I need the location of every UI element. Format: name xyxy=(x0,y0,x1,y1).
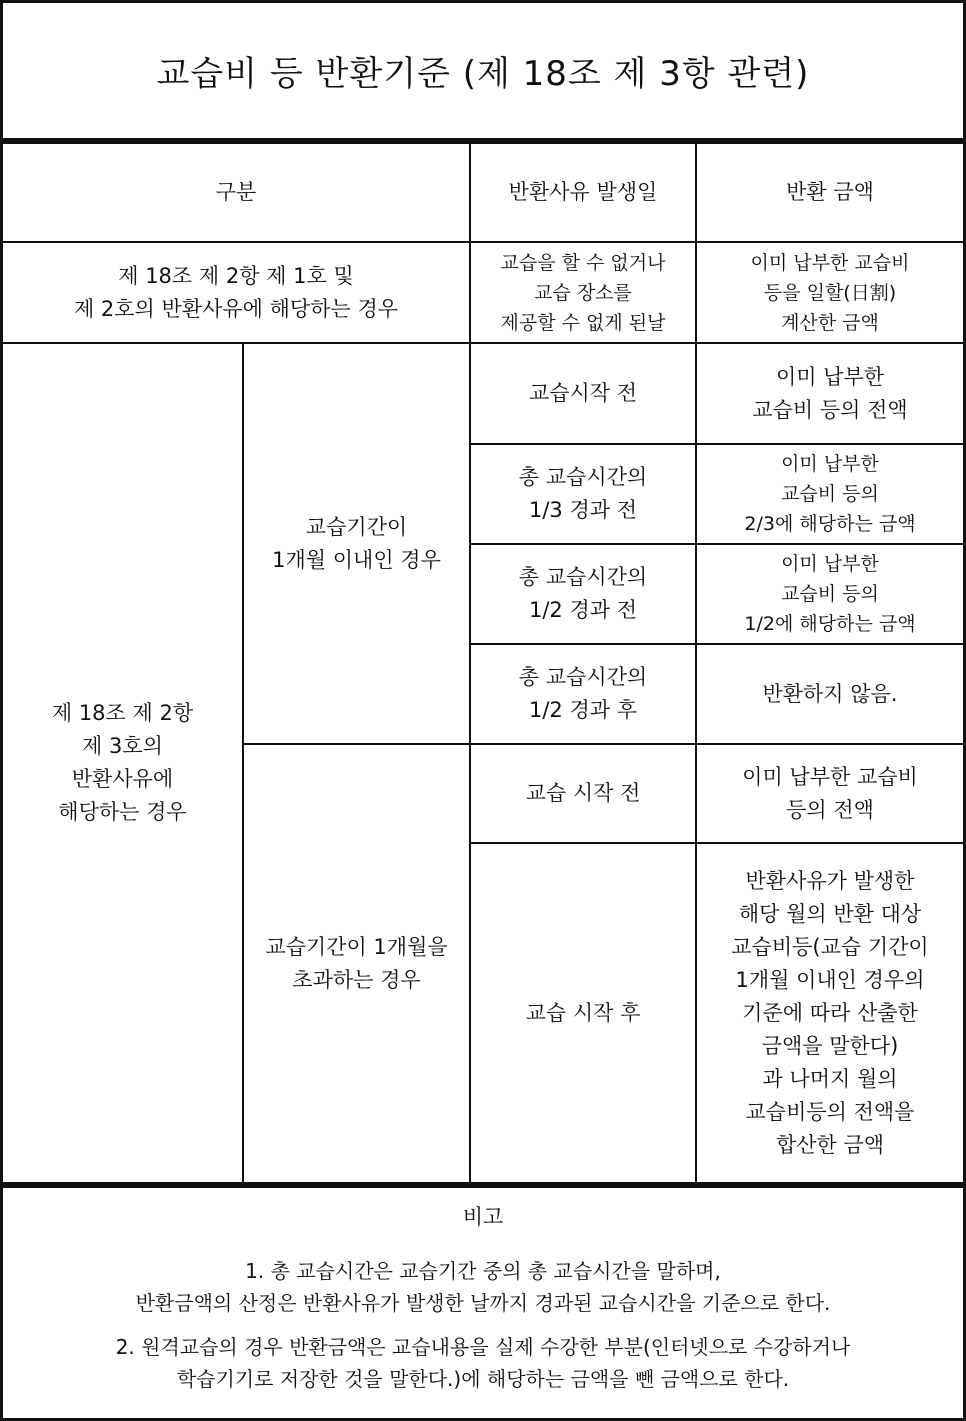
header-reason-date-label: 반환사유 발생일 xyxy=(508,180,658,204)
remarks-title: 비고 xyxy=(462,1205,504,1229)
sub-a-row2-amount xyxy=(697,445,963,543)
sub-a-row1-amount-text: 이미 납부한 교습비 등의 전액 xyxy=(752,364,908,422)
sub-a-row4-amount xyxy=(697,645,963,743)
sub-a-row4-date-text: 총 교습시간의 1/2 경과 후 xyxy=(518,665,648,722)
sub-b-row2-date-text: 교습 시작 후 xyxy=(525,1000,641,1025)
header-reason-date xyxy=(471,144,695,241)
sub-b-row1-amount-text: 이미 납부한 교습비 등의 전액 xyxy=(742,764,918,822)
sub-b-row2-amount-text: 반환사유가 발생한 해당 월의 반환 대상 교습비등(교습 기간이 1개월 이내인 경우의 기준에 따라 산출한 금액을 말한다) 과 나머지 월의 교습비등의 전액을 합산한 금액 xyxy=(731,868,929,1157)
sub-a-row1-date xyxy=(471,344,695,443)
sub-b-row1-date-text: 교습 시작 전 xyxy=(525,781,641,805)
sub-a-label-text: 교습기간이 1개월 이내인 경우 xyxy=(272,514,441,572)
group2-category-text: 제 18조 제 2항 제 3호의 반환사유에 해당하는 경우 xyxy=(51,701,194,824)
document-title: 교습비 등 반환기준 (제 18조 제 3항 관련) xyxy=(156,54,810,94)
row1-reason-date xyxy=(471,243,695,342)
sub-b-row2-amount xyxy=(697,844,963,1182)
sub-a-row4-date xyxy=(471,645,695,743)
row1-reason-date-text: 교습을 할 수 없거나 교습 장소를 제공할 수 없게 된날 xyxy=(500,251,666,334)
row1-amount-text: 이미 납부한 교습비 등을 일할(日割) 계산한 금액 xyxy=(750,251,910,334)
sub-a-row2-date xyxy=(471,445,695,543)
header-category xyxy=(3,144,469,241)
row1-category-text: 제 18조 제 2항 제 1호 및 제 2호의 반환사유에 해당하는 경우 xyxy=(73,263,399,321)
sub-a-row3-date-text: 총 교습시간의 1/2 경과 전 xyxy=(518,565,648,622)
sub-b-label-text: 교습기간이 1개월을 초과하는 경우 xyxy=(265,934,448,992)
header-amount-label: 반환 금액 xyxy=(786,180,874,204)
sub-b-row1-amount xyxy=(697,745,963,842)
row1-amount xyxy=(697,243,963,342)
sub-a-row1-amount xyxy=(697,344,963,443)
sub-a-row4-amount-text: 반환하지 않음. xyxy=(762,681,898,706)
sub-b-row2-date xyxy=(471,844,695,1182)
sub-b-label xyxy=(244,745,469,1182)
sub-a-row2-date-text: 총 교습시간의 1/3 경과 전 xyxy=(518,465,648,522)
remarks-note-2: 2. 원격교습의 경우 반환금액은 교습내용을 실제 수강한 부분(인터넷으로 수강하거나 학습기기로 저장한 것을 말한다.)에 해당하는 금액을 뺀 금액으로 한다. xyxy=(115,1335,851,1391)
group2-category xyxy=(3,344,242,1182)
sub-a-row3-amount-text: 이미 납부한 교습비 등의 1/2에 해당하는 금액 xyxy=(744,553,916,635)
remarks-note-1: 1. 총 교습시간은 교습기간 중의 총 교습시간을 말하며, 반환금액의 산정은 반환사유가 발생한 날까지 경과된 교습시간을 기준으로 한다. xyxy=(135,1259,831,1315)
sub-a-row3-date xyxy=(471,545,695,643)
row1-category xyxy=(3,243,469,342)
sub-b-row1-date xyxy=(471,745,695,842)
sub-a-row3-amount xyxy=(697,545,963,643)
sub-a-label xyxy=(244,344,469,743)
sub-a-row1-date-text: 교습시작 전 xyxy=(528,381,638,405)
header-amount xyxy=(697,144,963,241)
header-category-label: 구분 xyxy=(215,180,257,204)
sub-a-row2-amount-text: 이미 납부한 교습비 등의 2/3에 해당하는 금액 xyxy=(744,453,916,535)
